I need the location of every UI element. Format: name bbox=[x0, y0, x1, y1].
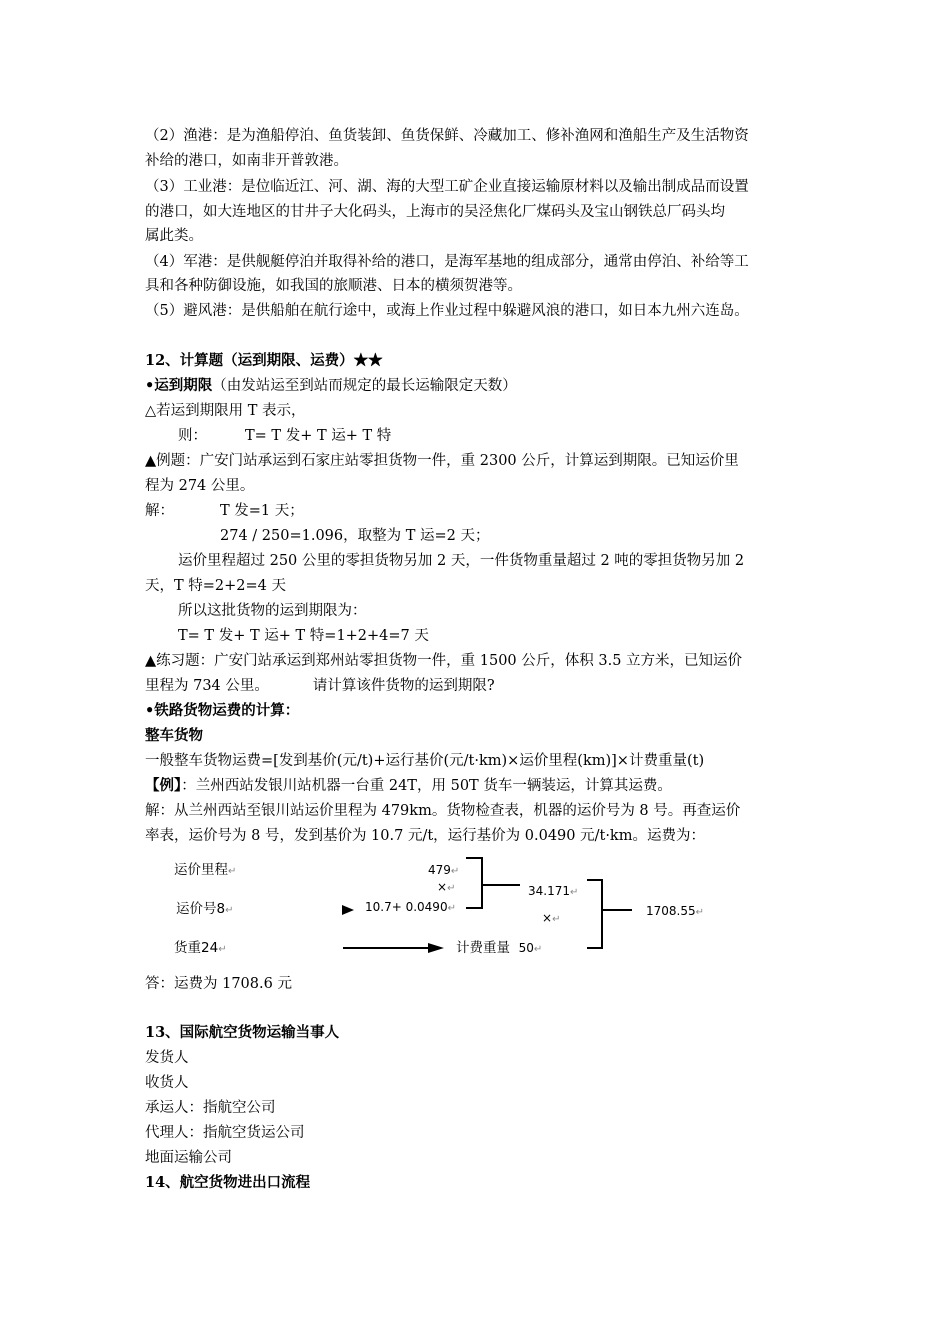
arrow-weight-head bbox=[428, 943, 444, 953]
diagram-value-base: 10.7+ 0.0490↵ bbox=[365, 900, 456, 914]
port-text-line: （3）工业港：是位临近江、河、湖、海的大型工矿企业直接运输原材料以及输出制成品而设置 bbox=[145, 179, 749, 195]
fee-formula: 一般整车货物运费=[发到基价(元/t)+运行基价(元/t·km)×运价里程(km)]×计费重量(t) bbox=[145, 753, 705, 769]
practice-line: ▲练习题：广安门站承运到郑州站零担货物一件，重 1500 公斤，体积 3.5 立方米，已知运价 bbox=[145, 653, 743, 669]
arrow-small-head bbox=[342, 905, 354, 915]
section-12-title: 12、计算题（运到期限、运费）★★ bbox=[145, 352, 383, 369]
solution-step-3: 天，T 特=2+2=4 天 bbox=[145, 578, 287, 594]
solution-label: 解： bbox=[145, 503, 174, 519]
example-1-line: ▲例题：广安门站承运到石家庄站零担货物一件，重 2300 公斤，计算运到期限。已知运价里 bbox=[145, 453, 739, 469]
section-13-title: 13、国际航空货物运输当事人 bbox=[145, 1024, 340, 1041]
solution-2-line: 解：从兰州西站至银川站运价里程为 479km。货物检查表，机器的运价号为 8 号。再查运价 bbox=[145, 803, 741, 819]
example-2-line bbox=[145, 774, 672, 798]
port-text-line: 具和各种防御设施，如我国的旅顺港、日本的横须贺港等。 bbox=[145, 278, 522, 294]
diagram-times-1: ×↵ bbox=[437, 880, 456, 894]
port-text-line: 补给的港口，如南非开普敦港。 bbox=[145, 153, 348, 169]
port-text-line: 的港口，如大连地区的甘井子大化码头，上海市的吴泾焦化厂煤码头及宝山钢铁总厂码头均 bbox=[145, 204, 725, 220]
solution-2-line: 率表，运价号为 8 号，发到基价为 10.7 元/t，运行基价为 0.0490 元/t·km。运费为： bbox=[145, 828, 705, 844]
solution-step-3: 运价里程超过 250 公里的零担货物另加 2 天，一件货物重量超过 2 吨的零担货物另加 2 bbox=[178, 553, 745, 569]
party-item: 收货人 bbox=[145, 1075, 189, 1091]
party-item: 发货人 bbox=[145, 1050, 189, 1066]
diagram-value-479: 479↵ bbox=[428, 863, 460, 877]
fee-calculation-diagram bbox=[160, 850, 760, 970]
diagram-result: 1708.55↵ bbox=[646, 904, 705, 918]
diagram-label-distance: 运价里程↵ bbox=[174, 862, 237, 878]
port-text-line: （4）军港：是供舰艇停泊并取得补给的港口，是海军基地的组成部分，通常由停泊、补给等工 bbox=[145, 254, 749, 270]
solution-step-2: 274 / 250=1.096，取整为 T 运=2 天； bbox=[220, 528, 490, 544]
diagram-charge-weight: 计费重量 50↵ bbox=[456, 940, 543, 956]
bullet-freight-calc: •铁路货物运费的计算： bbox=[145, 702, 300, 719]
port-text-line: （2）渔港：是为渔船停泊、鱼货装卸、鱼货保鲜、冷藏加工、修补渔网和渔船生产及生活物资 bbox=[145, 128, 749, 144]
practice-line bbox=[145, 674, 495, 698]
t-formula-lead: 则： bbox=[178, 428, 207, 444]
bullet-delivery-desc: （由发站运至到站而规定的最长运输限定天数） bbox=[212, 378, 517, 394]
diagram-label-weight: 货重24↵ bbox=[174, 940, 227, 956]
bracket-right bbox=[587, 880, 602, 948]
practice-text: 里程为 734 公里。 bbox=[145, 678, 269, 694]
party-item: 代理人：指航空货运公司 bbox=[145, 1125, 305, 1141]
bullet-delivery-label: •运到期限 bbox=[145, 377, 213, 394]
practice-question: 请计算该件货物的运到期限? bbox=[312, 678, 495, 694]
party-item: 地面运输公司 bbox=[145, 1150, 232, 1166]
solution-step-5: T= T 发+ T 运+ T 特=1+2+4=7 天 bbox=[178, 628, 429, 644]
diagram-value-mid: 34.171↵ bbox=[528, 884, 579, 898]
port-text-line: （5）避风港：是供船舶在航行途中，或海上作业过程中躲避风浪的港口，如日本九州六连岛。 bbox=[145, 303, 749, 319]
bullet-delivery-period bbox=[145, 374, 517, 398]
t-formula: T= T 发+ T 运+ T 特 bbox=[245, 428, 392, 444]
example-2-text: ：兰州西站发银川站机器一台重 24T，用 50T 货车一辆装运，计算其运费。 bbox=[181, 778, 672, 794]
example-2-tag: 【例】 bbox=[145, 777, 182, 794]
bracket-left bbox=[466, 858, 482, 908]
diagram-label-rate: 运价号8↵ bbox=[176, 901, 234, 917]
solution-step-4: 所以这批货物的运到期限为： bbox=[178, 603, 367, 619]
port-text-line: 属此类。 bbox=[145, 228, 203, 244]
example-1-line: 程为 274 公里。 bbox=[145, 478, 255, 494]
t-formula-line bbox=[178, 424, 391, 448]
section-14-title: 14、航空货物进出口流程 bbox=[145, 1174, 311, 1191]
t-definition: △若运到期限用 T 表示， bbox=[145, 403, 306, 419]
party-item: 承运人：指航空公司 bbox=[145, 1100, 276, 1116]
diagram-times-2: ×↵ bbox=[542, 911, 561, 925]
answer-line: 答：运费为 1708.6 元 bbox=[145, 976, 292, 992]
whole-car-heading: 整车货物 bbox=[145, 727, 203, 744]
solution-step-1: T 发=1 天； bbox=[220, 503, 304, 519]
